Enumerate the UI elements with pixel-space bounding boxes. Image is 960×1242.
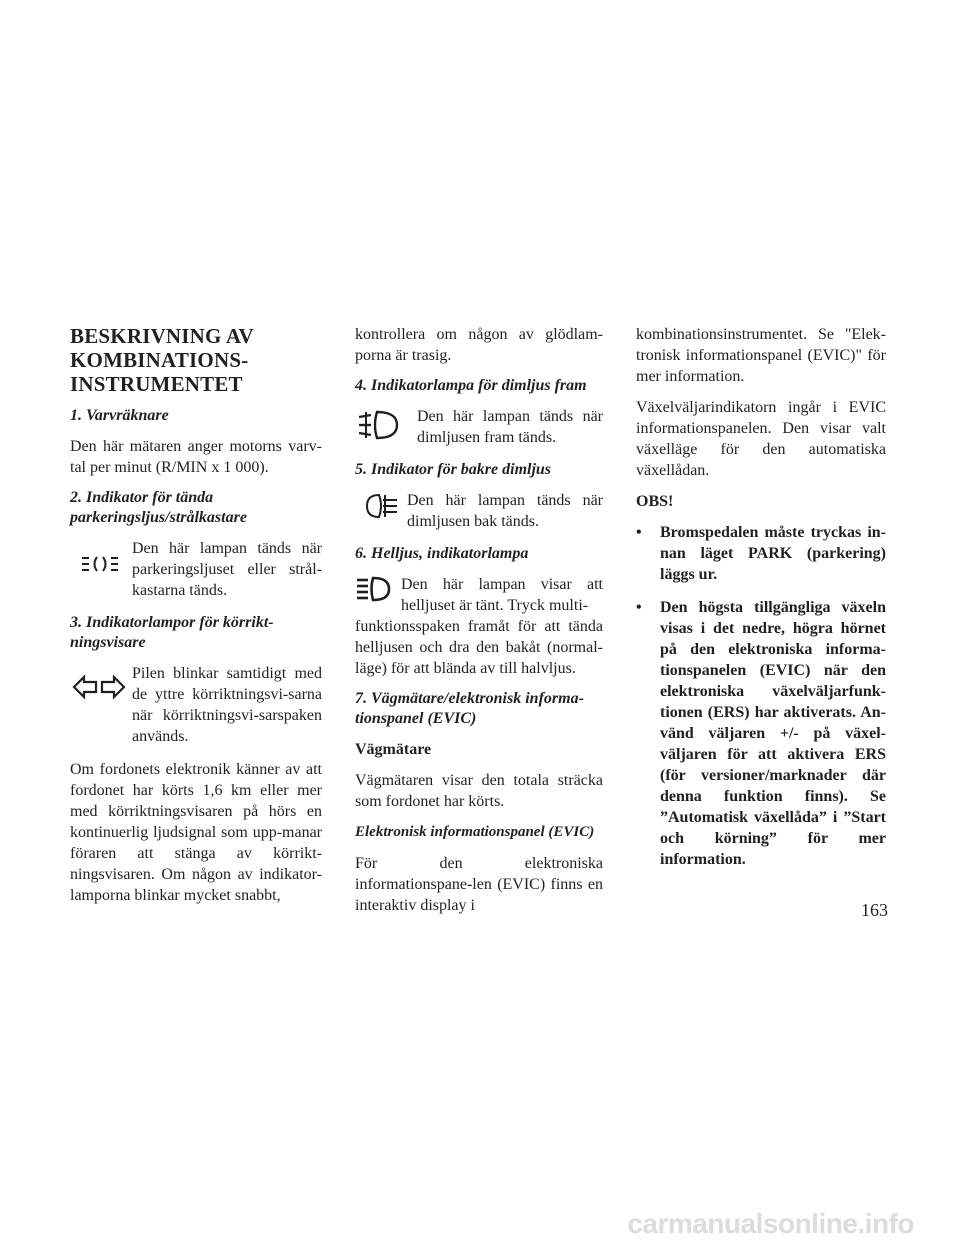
- item-1-title: 1. Varvräknare: [70, 407, 169, 424]
- note-bullet-2-text: Den högsta tillgängliga växeln visas i det nedre, högra hörnet på den elektroniska informa-tionspanelen (EVIC) när den elektroniska växelväljarfunk-tionen (ERS) har aktiverats. An-vänd väljaren +/- på växel-väljaren för att aktivera ERS (för versioner/marknader där denna funktion finns). Se ”Automatisk växellåda” i ”Start och körning” för mer information.: [660, 599, 886, 868]
- bullet-dot: •: [636, 524, 642, 541]
- item-2-text: Den här lampan tänds när parkeringsljuset eller strål-kastarna tänds.: [132, 540, 322, 599]
- item-3-block: [70, 663, 322, 747]
- item-3-text: Pilen blinkar samtidigt med de yttre körriktningsvi-sarna när körriktningsvi-sarspaken används.: [132, 665, 322, 745]
- item-7-title: 7. Vägmätare/elektronisk informa-tionspanel (EVIC): [355, 690, 584, 727]
- item-6-block: [355, 574, 603, 616]
- item-4-title: 4. Indikatorlampa för dimljus fram: [355, 377, 587, 394]
- item-4-text-content: Den här lampan tänds när dimljusen fram tänds.: [417, 408, 603, 446]
- note-bullet-1: [636, 522, 886, 585]
- item-6-title: 6. Helljus, indikatorlampa: [355, 545, 529, 562]
- note-label: OBS!: [636, 493, 674, 510]
- item-3-paragraph: Om fordonets elektronik känner av att fordonet har körts 1,6 km eller mer med körriktningsvisaren på hörs en kontinuerlig ljudsignal som upp-manar föraren att stänga av körrikt-ningsvisaren. Om någon av indikator-lamporna blinkar mycket snabbt,: [70, 761, 322, 904]
- continued-text: kontrollera om någon av glödlam-porna är trasig.: [355, 326, 603, 364]
- continued-text-3: kombinationsinstrumentet. Se "Elek-tronisk informationspanel (EVIC)" för mer information.: [636, 326, 886, 385]
- column-3: [636, 324, 886, 882]
- item-5-block: [355, 490, 603, 532]
- evic-subtitle: Elektronisk informationspanel (EVIC): [355, 824, 595, 840]
- turn-signal-icon: [72, 673, 126, 701]
- note-bullet-2: [636, 597, 886, 870]
- evic-text: För den elektroniska informationspane-len (EVIC) finns en interaktiv display i: [355, 855, 603, 914]
- odometer-subtitle: Vägmätare: [355, 741, 432, 758]
- item-4-block: [355, 406, 603, 448]
- column-2: [355, 324, 603, 926]
- parking-light-icon: [80, 552, 120, 576]
- item-4-text: [417, 406, 603, 448]
- item-5-title: 5. Indikator för bakre dimljus: [355, 461, 552, 478]
- section-heading: BESKRIVNING AV KOMBINATIONS-INSTRUMENTET: [70, 324, 254, 396]
- front-fog-light-icon: [357, 408, 399, 442]
- watermark: carmanualsonline.info: [627, 1208, 914, 1239]
- gear-indicator-text: Växelväljarindikatorn ingår i EVIC informationspanelen. Den visar valt växelläge för den automatiska växellådan.: [636, 399, 886, 479]
- note-bullet-1-text: Bromspedalen måste tryckas in-nan läget PARK (parkering) läggs ur.: [660, 524, 886, 583]
- rear-fog-light-icon: [365, 492, 399, 520]
- item-1-text: Den här mätaren anger motorns varv-tal per minut (R/MIN x 1 000).: [70, 438, 322, 476]
- item-6-text-b: funktionsspaken framåt för att tända helljusen och dra den bakåt (normal-läge) för att blända av till halvljus.: [355, 618, 603, 677]
- item-5-text: Den här lampan tänds när dimljusen bak tänds.: [407, 492, 603, 530]
- item-2-title: 2. Indikator för tända parkeringsljus/strålkastare: [70, 489, 247, 526]
- item-2-block: [70, 538, 322, 601]
- high-beam-icon: [355, 576, 391, 602]
- bullet-dot: •: [636, 599, 642, 616]
- odometer-text: Vägmätaren visar den totala sträcka som fordonet har körts.: [355, 772, 603, 810]
- column-1: [70, 324, 322, 916]
- page-number: 163: [861, 900, 888, 920]
- item-6-text-a: Den här lampan visar att helljuset är tänt. Tryck multi-: [401, 576, 603, 614]
- item-3-title: 3. Indikatorlampor för körrikt-ningsvisare: [70, 614, 274, 651]
